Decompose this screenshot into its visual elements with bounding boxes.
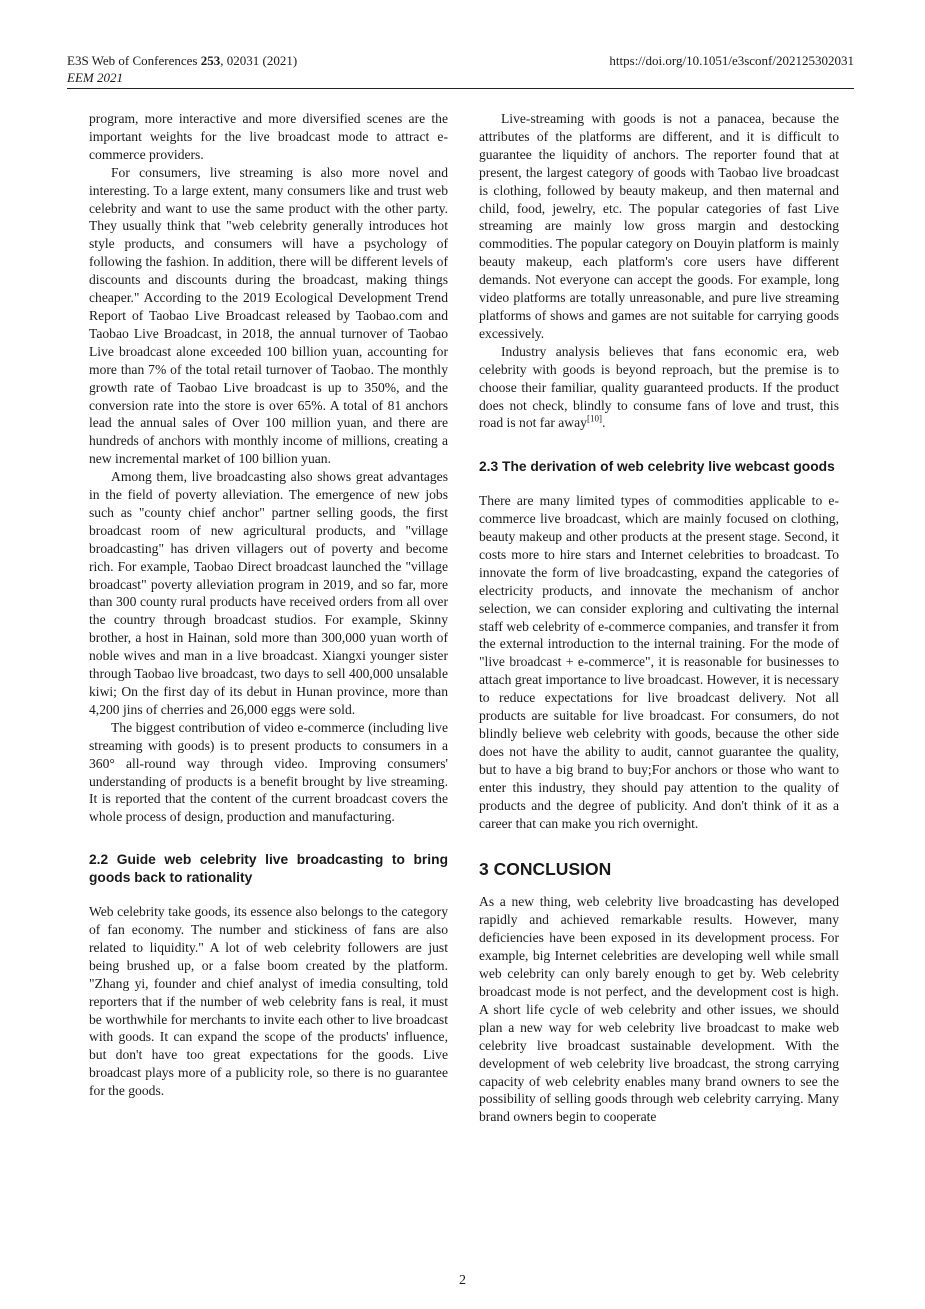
paragraph: Live-streaming with goods is not a panacea, because the attributes of the platforms are different, and it is difficult to guarantee the liquidity of anchors. The reporter found that at present, the largest category of goods with Taobao live broadcast is clothing, followed by beauty makeup, and then maternal and child, food, jewelry, etc. The popular categories of fast Live streaming are mainly low gross margin and destocking commodities. The popular category on Douyin platform is mainly beauty makeup, each platform's core users have different demands. Not everyone can accept the goods. For example, long video platforms are totally unreasonable, and pure live streaming platforms of shows and games are not suitable for carrying goods excessively. bbox=[479, 111, 839, 341]
journal-volume: 253 bbox=[200, 53, 221, 68]
section-heading-2-2: 2.2 Guide web celebrity live broadcasting to bring goods back to rationality bbox=[89, 852, 448, 886]
paragraph bbox=[479, 343, 839, 433]
section-heading-2-3: 2.3 The derivation of web celebrity live webcast goods bbox=[479, 459, 835, 475]
section-heading-conclusion: 3 CONCLUSION bbox=[479, 859, 612, 880]
page-number: 2 bbox=[459, 1273, 466, 1288]
paragraph: For consumers, live streaming is also more novel and interesting. To a large extent, many consumers like and trust web celebrity and want to use the same product with the other party. They usually think that "web celebrity generally introduces hot style products, and consumers will have a psychology of following the fashion. In addition, there will be different levels of discounts and discounts during the broadcast, making things cheaper." According to the 2019 Ecological Development Trend Report of Taobao Live Broadcast released by Taobao.com and Taobao Live Broadcast, in 2018, the annual turnover of Taobao Live broadcast alone exceeded 100 billion yuan, accounting for more than 7% of the total retail turnover of Taobao. The monthly growth rate of Taobao Live broadcast is up to 350%, and the conversion rate into the store is over 65%. A total of 81 anchors lead the annual sales of Over 100 million yuan, and there are hundreds of anchors with monthly income of millions, creating a new incremental market of 100 billion yuan. bbox=[89, 164, 448, 467]
left-column bbox=[89, 110, 448, 1100]
paragraph-end: . bbox=[601, 415, 606, 431]
paragraph: Web celebrity take goods, its essence also belongs to the category of fan economy. The number and stickiness of fans are also related to liquidity." A lot of web celebrity followers are just being brushed up, or a false boom created by the platform. "Zhang yi, founder and chief analyst of imedia consulting, told reporters that if the number of web celebrity fans is real, it must be worthwhile for merchants to invite each other to live broadcast with goods. It can expand the scope of the products' influence, but don't have too great expectations for the goods. Live broadcast plays more of a publicity role, so there is no guarantee for the goods. bbox=[89, 904, 448, 1099]
conference-name: EEM 2021 bbox=[67, 70, 123, 85]
doi-link[interactable]: https://doi.org/10.1051/e3sconf/202125302031 bbox=[609, 53, 854, 68]
journal-citation bbox=[67, 52, 297, 69]
paragraph: Among them, live broadcasting also shows great advantages in the field of poverty alleviation. The emergence of new jobs such as "county chief anchor" partner selling goods, the first broadcast room of new agricultural products, and "village broadcasting" has driven villagers out of poverty and become rich. For example, Taobao Direct broadcast launched the "village broadcast" poverty alleviation program in 2019, and so far, more than 300 county rural products have received orders from all over the country through broadcast studios. For example, Skinny brother, a host in Hainan, sold more than 300,000 yuan worth of noble wives and man in a live broadcast. Xiangxi younger sister through Taobao live broadcast, two days to sell 400,000 unsalable kiwi; On the first day of its debut in Hunan province, more than 4,200 jins of cherries and 26,000 eggs were sold. bbox=[89, 469, 448, 717]
citation-ref[interactable]: [10] bbox=[586, 413, 602, 424]
paragraph-text: Industry analysis believes that fans economic era, web celebrity with goods is beyond reproach, but the premise is to choose their familiar, quality guaranteed products. If the product does not check, blindly to consume fans of love and trust, this road is not far away bbox=[479, 343, 839, 431]
article-number: , 02031 (2021) bbox=[220, 53, 298, 68]
running-header bbox=[67, 52, 854, 89]
paragraph: The biggest contribution of video e-commerce (including live streaming with goods) is to present products to consumers in a 360° all-round way through video. Improving consumers' understanding of products is a benefit brought by live streaming. It is reported that the content of the current broadcast covers the whole process of design, production and manufacturing. bbox=[89, 719, 448, 825]
right-column bbox=[479, 110, 839, 1126]
paragraph: program, more interactive and more diversified scenes are the important weights for the live broadcast mode to attract e-commerce providers. bbox=[89, 111, 448, 162]
journal-name: E3S Web of Conferences bbox=[67, 53, 198, 68]
paragraph: As a new thing, web celebrity live broadcasting has developed rapidly and achieved remarkable results. However, many deficiencies have been exposed in its development process. For example, big Internet celebrities are developing well while small web celebrity can only barely enough to get by. Web celebrity broadcast mode is not perfect, and the development cost is high. A short life cycle of web celebrity and other issues, we should plan a new way for web celebrity live broadcast to make web celebrity live broadcast sustainable development. With the development of web celebrity live broadcast, the strong carrying capacity of web celebrity enables many brand owners to see the possibility of selling goods through web celebrity carrying. Many brand owners begin to cooperate bbox=[479, 894, 839, 1125]
paragraph: There are many limited types of commodities applicable to e-commerce live broadcast, which are mainly focused on clothing, beauty makeup and other products at the present stage. Second, it costs more to hire stars and Internet celebrities to broadcast. To innovate the form of live broadcasting, expand the categories of electricity products, and innovate the mechanism of anchor selection, we can consider exploring and cultivating the internal staff web celebrity of e-commerce companies, and transfer it from the external introduction to the internal training. For the mode of "live broadcast + e-commerce", it is reasonable for businesses to attach great importance to live broadcast. However, it is necessary to reduce expectations for live broadcast delivery. Not all products are suitable for live broadcast. For consumers, do not blindly believe web celebrity with goods, because the other side does not have the ability to audit, cannot guarantee the quality, but to have a big brand to buy;For anchors or those who want to enter this industry, they should pay attention to the quality of products and the degree of publicity. And don't think of it as a career that can make you rich overnight. bbox=[479, 493, 839, 831]
